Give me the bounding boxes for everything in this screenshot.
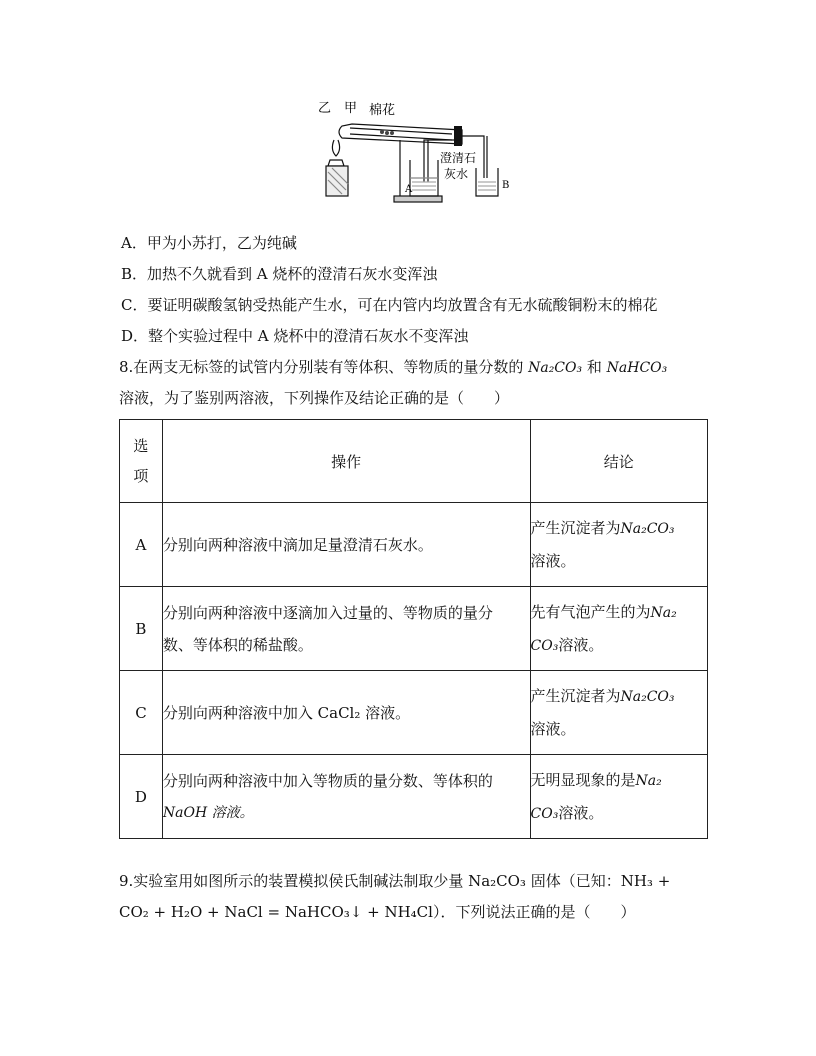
- row-conclusion-line1: [531, 680, 708, 713]
- row-operation-line2: NaOH 溶液。: [162, 804, 254, 821]
- table-row: [120, 503, 708, 587]
- q8-text-b: 和: [582, 358, 607, 376]
- row-conclusion: [530, 587, 708, 671]
- row-conclusion-formula: Na₂: [635, 772, 662, 789]
- row-conclusion-line2: 溶液。: [530, 552, 576, 570]
- row-option: B: [120, 587, 163, 671]
- q7-option-c: C．要证明碳酸氢钠受热能产生水，可在内管内均放置含有无水硫酸铜粉末的棉花: [121, 296, 658, 314]
- row-conclusion-text2: 溶液。: [558, 635, 604, 654]
- row-operation-line1: 分别向两种溶液中滴加足量澄清石灰水。: [162, 535, 433, 554]
- row-operation: [162, 503, 530, 587]
- row-option: A: [120, 503, 163, 587]
- row-conclusion-line2: [531, 797, 708, 830]
- row-conclusion-text: 无明显现象的是: [530, 770, 636, 789]
- apparatus-figure: [312, 100, 512, 206]
- header-operation: 操作: [162, 420, 530, 503]
- row-conclusion-formula: Na₂CO₃: [620, 521, 675, 537]
- row-conclusion-text: 产生沉淀者为: [530, 687, 621, 705]
- row-operation-line1: 分别向两种溶液中加入 CaCl₂ 溶液。: [162, 703, 411, 722]
- label-A: A: [405, 184, 413, 195]
- q7-option-b: B．加热不久就看到 A 烧杯的澄清石灰水变浑浊: [121, 265, 438, 283]
- iron-stand: [394, 140, 442, 202]
- row-conclusion: [530, 755, 708, 839]
- q8-line2: 溶液，为了鉴别两溶液，下列操作及结论正确的是（ ）: [119, 389, 510, 407]
- header-option-line2: 项: [133, 467, 149, 485]
- header-option: [120, 420, 163, 503]
- row-conclusion-line2: 溶液。: [530, 720, 576, 738]
- row-conclusion-formula2: CO₃: [530, 637, 559, 654]
- label-chengqing1: 澄清石: [440, 151, 477, 165]
- row-operation-line1: 分别向两种溶液中加入等物质的量分数、等体积的: [162, 771, 493, 790]
- q9-line2: CO₂ + H₂O + NaCl = NaHCO₃↓ + NH₄Cl）．下列说法正确的是（ ）: [119, 903, 636, 921]
- table-row: [120, 671, 708, 755]
- q9-line1: 9.实验室用如图所示的装置模拟侯氏制碱法制取少量 Na₂CO₃ 固体（已知：NH₃ +: [119, 872, 671, 890]
- row-conclusion: [530, 503, 708, 587]
- row-operation-line1: 分别向两种溶液中逐滴加入过量的、等物质的量分: [162, 603, 493, 622]
- row-conclusion-text2: 溶液。: [558, 803, 604, 822]
- row-conclusion-text: 先有气泡产生的为: [530, 602, 651, 621]
- row-operation: [162, 671, 530, 755]
- header-conclusion: 结论: [530, 420, 708, 503]
- stopper: [454, 126, 462, 146]
- table-header-row: [120, 420, 708, 503]
- options-table: [119, 419, 708, 839]
- row-operation: [162, 587, 530, 671]
- q8-line1: [119, 357, 667, 378]
- row-conclusion-formula: Na₂: [650, 604, 677, 621]
- table-row: [120, 755, 708, 839]
- q7-option-a: A．甲为小苏打，乙为纯碱: [121, 234, 297, 252]
- alcohol-lamp: [326, 140, 348, 196]
- label-B: B: [502, 180, 510, 191]
- row-conclusion-line2: [531, 629, 708, 662]
- row-conclusion-line1: [531, 764, 708, 797]
- row-conclusion-formula2: CO₃: [530, 805, 559, 822]
- label-yi: 乙: [318, 101, 332, 116]
- row-option: C: [120, 671, 163, 755]
- row-conclusion-formula: Na₂CO₃: [620, 689, 675, 705]
- label-mianhua: 棉花: [369, 103, 396, 118]
- table-row: [120, 587, 708, 671]
- row-conclusion-text: 产生沉淀者为: [530, 519, 621, 537]
- row-conclusion-line1: [531, 596, 708, 629]
- q8-formula-na2co3: Na₂CO₃: [528, 360, 583, 376]
- row-conclusion: [530, 671, 708, 755]
- label-chengqing2: 灰水: [444, 167, 469, 181]
- q8-text-a: 8.在两支无标签的试管内分别装有等体积、等物质的量分数的: [119, 358, 529, 376]
- row-conclusion-line1: [531, 512, 708, 545]
- header-option-line1: 选: [133, 437, 149, 455]
- label-jia: 甲: [344, 101, 358, 116]
- row-operation: [162, 755, 530, 839]
- row-operation-line2: 数、等体积的稀盐酸。: [162, 635, 313, 654]
- q8-formula-nahco3: NaHCO₃: [606, 360, 668, 376]
- row-option: D: [120, 755, 163, 839]
- q7-option-d: D．整个实验过程中 A 烧杯中的澄清石灰水不变浑浊: [121, 327, 469, 345]
